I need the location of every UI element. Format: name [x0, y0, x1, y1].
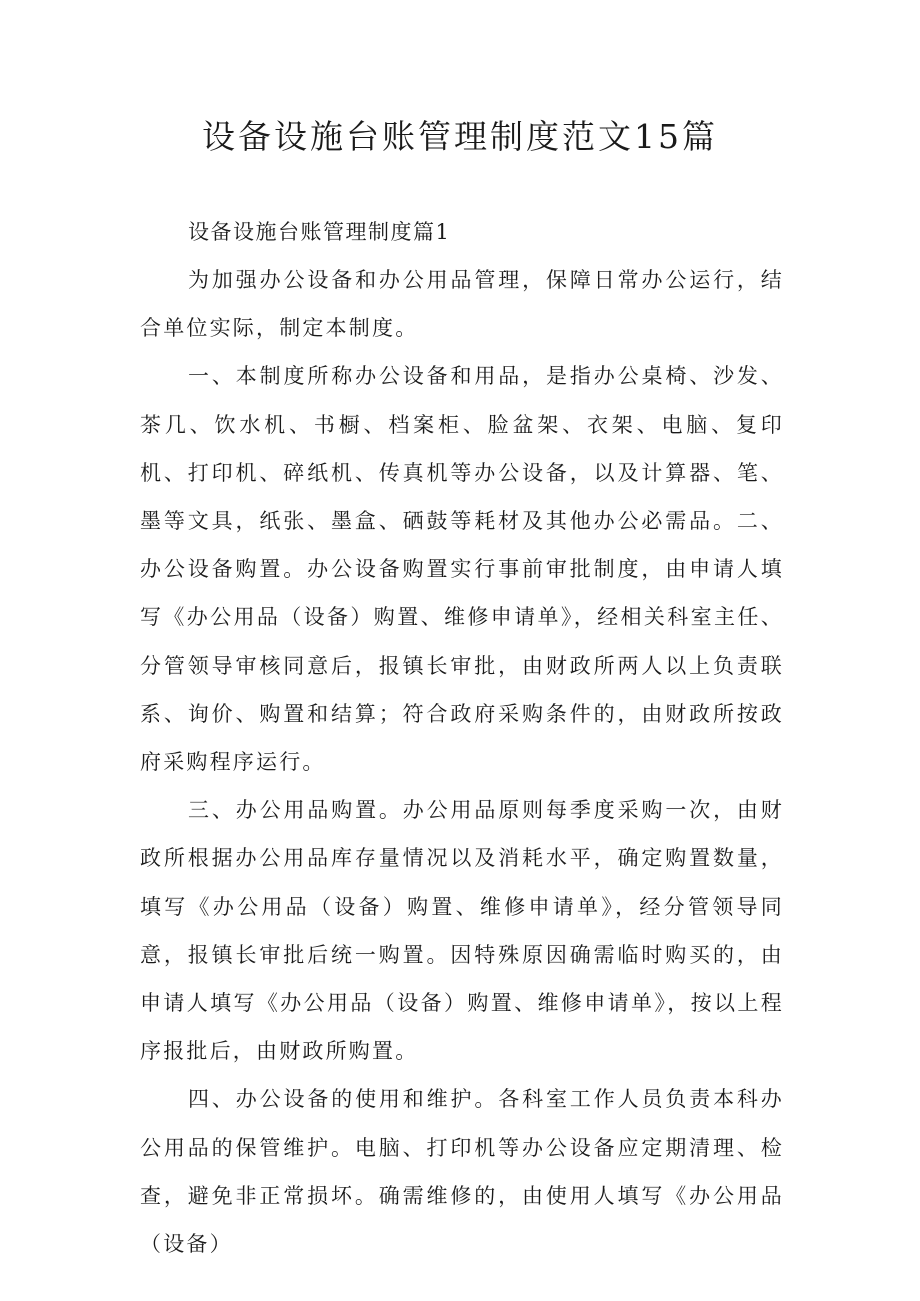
- document-body: [140, 208, 784, 1268]
- paragraph-office-supplies: 三、办公用品购置。办公用品原则每季度采购一次，由财政所根据办公用品库存量情况以及消耗水平，确定购置数量，填写《办公用品（设备）购置、维修申请单》，经分管领导同意，报镇长审批后统一购置。因特殊原因确需临时购买的，由申请人填写《办公用品（设备）购置、维修申请单》，按以上程序报批后，由财政所购置。: [140, 798, 784, 1064]
- document-title: 设备设施台账管理制度范文15篇: [202, 117, 718, 156]
- paragraph-scope-and-purchase: 一、本制度所称办公设备和用品，是指办公桌椅、沙发、茶几、饮水机、书橱、档案柜、脸盆架、衣架、电脑、复印机、打印机、碎纸机、传真机等办公设备，以及计算器、笔、墨等文具，纸张、墨盒、硒鼓等耗材及其他办公必需品。二、办公设备购置。办公设备购置实行事前审批制度，由申请人填写《办公用品（设备）购置、维修申请单》，经相关科室主任、分管领导审核同意后，报镇长审批，由财政所两人以上负责联系、询价、购置和结算；符合政府采购条件的，由财政所按政府采购程序运行。: [140, 364, 784, 775]
- section-heading: 设备设施台账管理制度篇1: [188, 220, 451, 244]
- paragraph-intro: 为加强办公设备和办公用品管理，保障日常办公运行，结合单位实际，制定本制度。: [140, 268, 784, 341]
- paragraph-maintenance: 四、办公设备的使用和维护。各科室工作人员负责本科办公用品的保管维护。电脑、打印机等办公设备应定期清理、检查，避免非正常损坏。确需维修的，由使用人填写《办公用品（设备）: [140, 1087, 784, 1257]
